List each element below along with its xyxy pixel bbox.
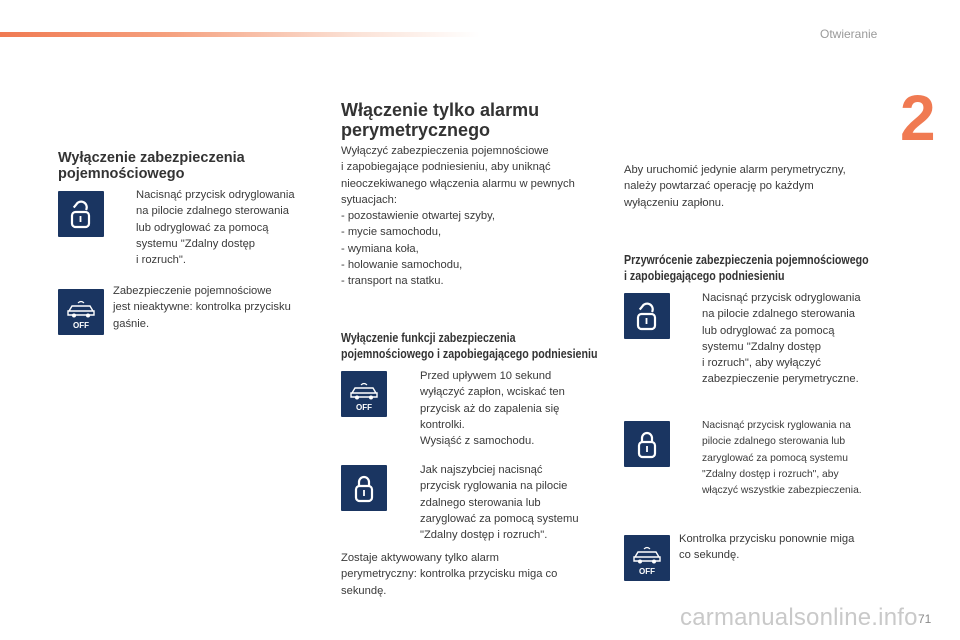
unlock-button-icon xyxy=(58,191,104,237)
off-label: OFF xyxy=(73,321,89,330)
col2-subtitle: Wyłączenie funkcji zabezpieczenia pojemnościowego i zapobiegającego podniesieniu xyxy=(341,330,598,361)
header-accent-bar xyxy=(0,32,480,37)
watermark: carmanualsonline.info xyxy=(680,604,918,631)
col1-title: Wyłączenie zabezpieczenia pojemnościowego xyxy=(58,150,245,182)
off-label: OFF xyxy=(356,403,372,412)
col3-title: Przywrócenie zabezpieczenia pojemnościowego i zapobiegającego podniesieniu xyxy=(624,252,869,283)
col1-note-text: Zabezpieczenie pojemnościowe jest nieaktywne: kontrolka przycisku gaśnie. xyxy=(113,285,291,330)
col3-intro-text: Aby uruchomić jedynie alarm perymetryczny, należy powtarzać operację po każdym wyłączeniu zapłonu. xyxy=(624,164,846,209)
col2-note-text: Zostaje aktywowany tylko alarm perymetryczny: kontrolka przycisku miga co sekundę. xyxy=(341,552,558,597)
col2-intro-text: Wyłączyć zabezpieczenia pojemnościowe i zapobiegające podniesieniu, aby uniknąć nieoczekiwanego włączenia alarmu w pewnych sytuacjach: - pozostawienie otwartej szyby, - mycie samochodu, - wymiana koła, - holowanie samochodu, - transport na statku. xyxy=(341,145,575,288)
col2-step2-text: Wysiąść z samochodu. xyxy=(420,435,535,447)
col2-step1-text: Przed upływem 10 sekund wyłączyć zapłon, wciskać ten przycisk aż do zapalenia się kontrolki. xyxy=(420,370,565,431)
off-label: OFF xyxy=(639,567,655,576)
col2-step3-text: Jak najszybciej nacisnąć przycisk ryglowania na pilocie zdalnego sterowania lub zaryglować za pomocą systemu "Zdalny dostęp i rozruch". xyxy=(420,464,579,542)
off-car-alarm-icon xyxy=(624,535,670,581)
col3-step1-text: Nacisnąć przycisk odryglowania na pilocie zdalnego sterowania lub odryglować za pomocą systemu "Zdalny dostęp i rozruch", aby wyłączyć zabezpieczenie perymetryczne. xyxy=(702,292,861,386)
lock-button-icon xyxy=(341,465,387,511)
unlock-button-icon xyxy=(624,293,670,339)
chapter-number: 2 xyxy=(900,82,936,154)
col1-step1-text: Nacisnąć przycisk odryglowania na pilocie zdalnego sterowania lub odryglować za pomocą systemu "Zdalny dostęp i rozruch". xyxy=(136,189,295,267)
section-name: Otwieranie xyxy=(820,27,878,41)
page-number: 71 xyxy=(918,612,932,626)
col3-step2-text: Nacisnąć przycisk ryglowania na pilocie zdalnego sterowania lub zaryglować za pomocą systemu "Zdalny dostęp i rozruch", aby włączyć wszystkie zabezpieczenia. xyxy=(702,420,862,497)
lock-button-icon xyxy=(624,421,670,467)
col2-title: Włączenie tylko alarmu perymetrycznego xyxy=(341,100,540,140)
off-car-alarm-icon xyxy=(341,371,387,417)
col3-note-text: Kontrolka przycisku ponownie miga co sekundę. xyxy=(679,533,855,562)
off-car-alarm-icon xyxy=(58,289,104,335)
